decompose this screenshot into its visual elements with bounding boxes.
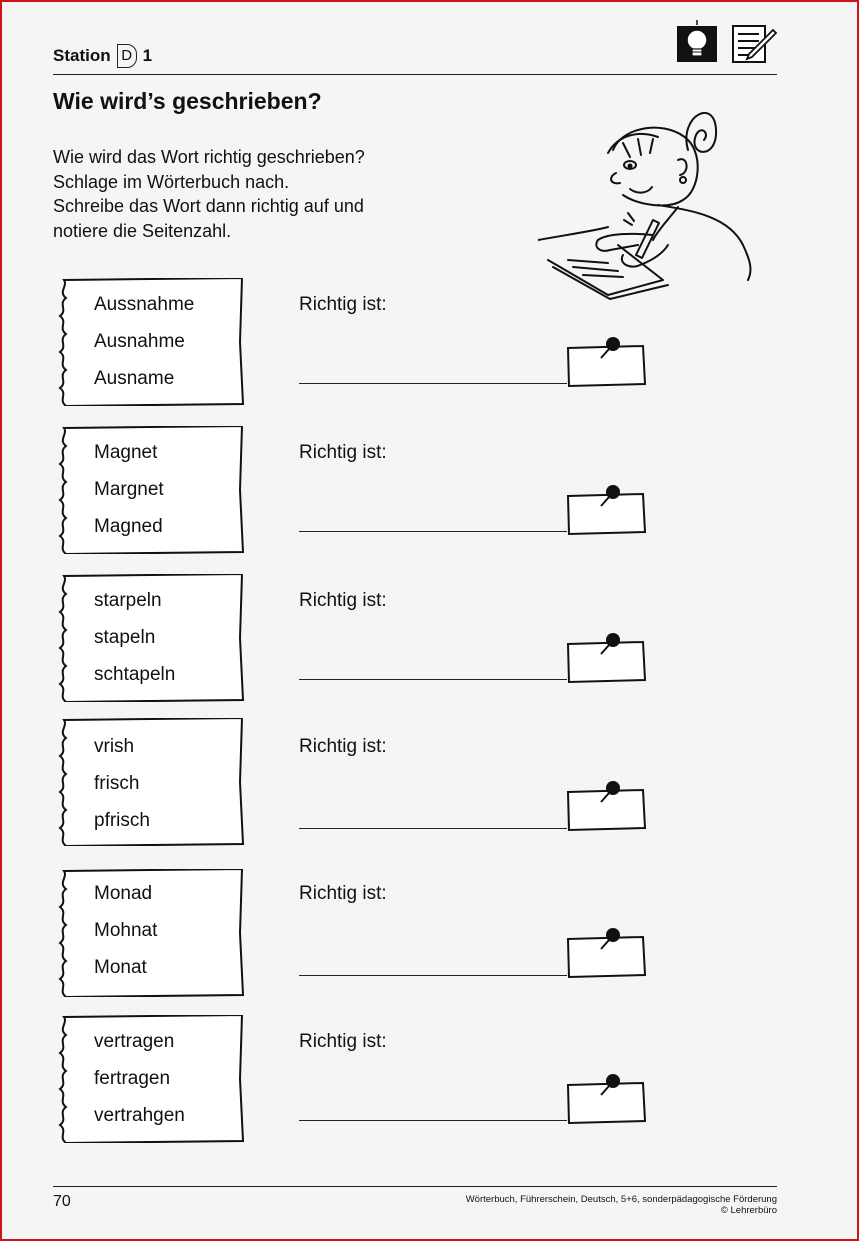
- page-number-note[interactable]: [565, 780, 647, 832]
- answer-label: Richtig ist:: [299, 590, 387, 611]
- answer-line[interactable]: [299, 383, 567, 384]
- footer-credits: [466, 1194, 777, 1216]
- word-option: schtapeln: [94, 664, 176, 685]
- lightbulb-icon: [675, 20, 719, 64]
- instructions: [53, 145, 365, 243]
- instruction-line: Schlage im Wörterbuch nach.: [53, 171, 290, 192]
- word-option: frisch: [94, 773, 140, 794]
- page-number: 70: [53, 1193, 71, 1210]
- word-option: Mohnat: [94, 920, 158, 941]
- station-letter-box: D: [117, 44, 137, 68]
- answer-label: Richtig ist:: [299, 883, 387, 904]
- page-header: [53, 42, 777, 75]
- word-option: vrish: [94, 736, 135, 757]
- exercise-row: [0, 574, 859, 704]
- exercise-row: [0, 426, 859, 556]
- instruction-line: Wie wird das Wort richtig geschrieben?: [53, 147, 365, 167]
- word-option: Ausnahme: [94, 331, 185, 352]
- word-option: Magned: [94, 516, 163, 537]
- station-label: [53, 44, 152, 68]
- page-title: Wie wird’s geschrieben?: [53, 88, 322, 114]
- word-option: Magnet: [94, 442, 158, 463]
- word-options-card: [56, 574, 244, 702]
- word-options-card: [56, 869, 244, 997]
- word-option: Ausname: [94, 368, 175, 389]
- instruction-line: notiere die Seitenzahl.: [53, 220, 232, 241]
- word-options-card: [56, 1015, 244, 1143]
- answer-line[interactable]: [299, 1120, 567, 1121]
- answer-label: Richtig ist:: [299, 442, 387, 463]
- page-number-note[interactable]: [565, 632, 647, 684]
- exercise-row: [0, 278, 859, 408]
- worksheet-pencil-icon: [729, 20, 777, 64]
- word-options-card: [56, 718, 244, 846]
- answer-line[interactable]: [299, 679, 567, 680]
- torn-paper-card: [56, 718, 244, 846]
- word-option: vertrahgen: [94, 1105, 185, 1126]
- word-option: stapeln: [94, 627, 156, 648]
- word-option: Aussnahme: [94, 294, 195, 315]
- word-option: pfrisch: [94, 810, 150, 831]
- word-option: fertragen: [94, 1068, 171, 1089]
- word-option: starpeln: [94, 590, 162, 611]
- answer-label: Richtig ist:: [299, 1031, 387, 1052]
- instruction-line: Schreibe das Wort dann richtig auf und: [53, 196, 364, 216]
- page-number-note[interactable]: [565, 1073, 647, 1125]
- word-option: vertragen: [94, 1031, 175, 1052]
- page-number-note[interactable]: [565, 484, 647, 536]
- station-number: 1: [142, 46, 153, 65]
- answer-line[interactable]: [299, 828, 567, 829]
- girl-writing-illustration: [538, 95, 760, 300]
- station-text: Station: [53, 46, 111, 65]
- word-option: Monat: [94, 957, 147, 978]
- exercise-row: [0, 718, 859, 848]
- word-options-card: [56, 278, 244, 406]
- footer-line: © Lehrerbüro: [720, 1205, 777, 1216]
- answer-line[interactable]: [299, 975, 567, 976]
- page-number-note[interactable]: [565, 927, 647, 979]
- footer-line: Wörterbuch, Führerschein, Deutsch, 5+6, sonderpädagogische Förderung: [465, 1194, 777, 1205]
- answer-label: Richtig ist:: [299, 294, 387, 315]
- word-options-card: [56, 426, 244, 554]
- exercise-row: [0, 869, 859, 999]
- word-option: Monad: [94, 883, 153, 904]
- exercise-row: [0, 1015, 859, 1145]
- page-footer: [53, 1186, 777, 1216]
- word-option: Margnet: [94, 479, 164, 500]
- answer-label: Richtig ist:: [299, 736, 387, 757]
- page-number-note[interactable]: [565, 336, 647, 388]
- answer-line[interactable]: [299, 531, 567, 532]
